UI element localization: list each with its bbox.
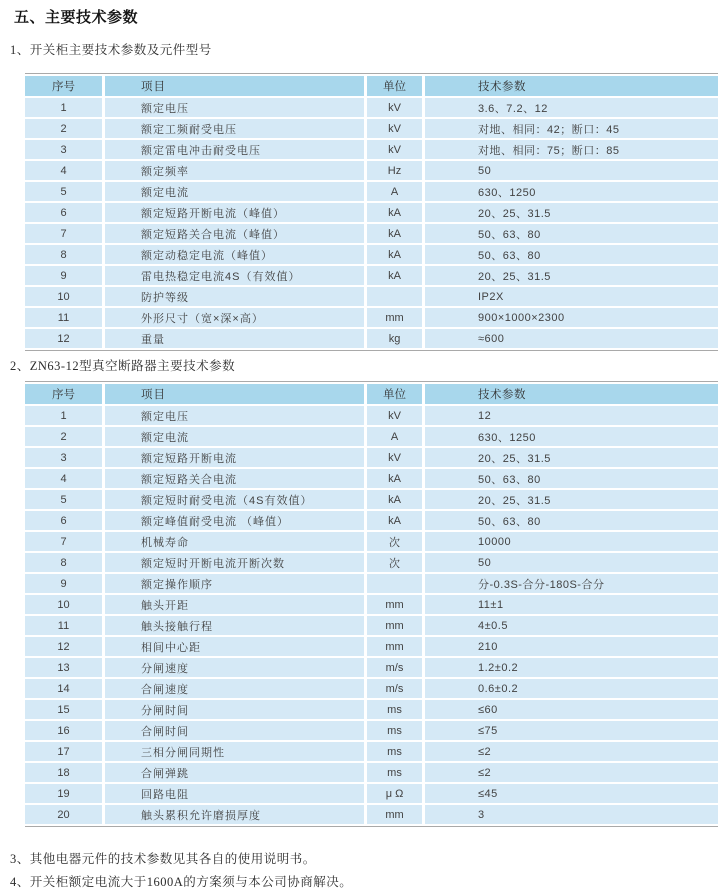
row-number-cell: 19 bbox=[25, 784, 105, 803]
item-cell: 额定电流 bbox=[105, 427, 367, 446]
item-cell: 额定频率 bbox=[105, 161, 367, 180]
page-title: 五、主要技术参数 bbox=[14, 9, 139, 26]
unit-cell: mm bbox=[367, 805, 425, 824]
item-cell: 触头累积允许磨损厚度 bbox=[105, 805, 367, 824]
item-cell: 额定雷电冲击耐受电压 bbox=[105, 140, 367, 159]
param-cell: ≤45 bbox=[425, 784, 718, 803]
unit-cell: kA bbox=[367, 245, 425, 264]
table-row bbox=[25, 763, 718, 782]
column-header-params: 技术参数 bbox=[425, 384, 718, 404]
item-cell: 触头接触行程 bbox=[105, 616, 367, 635]
row-number-cell: 4 bbox=[25, 161, 105, 180]
row-number-cell: 14 bbox=[25, 679, 105, 698]
unit-cell: ms bbox=[367, 742, 425, 761]
table-row bbox=[25, 224, 718, 243]
table-row bbox=[25, 266, 718, 285]
unit-cell: kA bbox=[367, 490, 425, 509]
table-header-row bbox=[25, 384, 718, 404]
row-number-cell: 18 bbox=[25, 763, 105, 782]
param-cell: ≈600 bbox=[425, 329, 718, 348]
unit-cell: Hz bbox=[367, 161, 425, 180]
note-3: 3、其他电器元件的技术参数见其各自的使用说明书。 bbox=[10, 852, 316, 866]
param-cell: 11±1 bbox=[425, 595, 718, 614]
param-cell: 3.6、7.2、12 bbox=[425, 98, 718, 117]
param-cell: 12 bbox=[425, 406, 718, 425]
column-header-index: 序号 bbox=[25, 384, 105, 404]
param-cell: 210 bbox=[425, 637, 718, 656]
row-number-cell: 8 bbox=[25, 553, 105, 572]
row-number-cell: 11 bbox=[25, 616, 105, 635]
param-cell: 20、25、31.5 bbox=[425, 448, 718, 467]
row-number-cell: 12 bbox=[25, 637, 105, 656]
unit-cell: kA bbox=[367, 266, 425, 285]
row-number-cell: 3 bbox=[25, 140, 105, 159]
row-number-cell: 1 bbox=[25, 98, 105, 117]
row-number-cell: 3 bbox=[25, 448, 105, 467]
table-row bbox=[25, 308, 718, 327]
unit-cell: μ Ω bbox=[367, 784, 425, 803]
unit-cell: kV bbox=[367, 140, 425, 159]
table-row bbox=[25, 784, 718, 803]
table-row bbox=[25, 448, 718, 467]
table-row bbox=[25, 427, 718, 446]
unit-cell: kV bbox=[367, 98, 425, 117]
item-cell: 外形尺寸（宽×深×高） bbox=[105, 308, 367, 327]
param-cell: ≤75 bbox=[425, 721, 718, 740]
breaker-parameters-table bbox=[25, 381, 718, 827]
item-cell: 三相分闸同期性 bbox=[105, 742, 367, 761]
section-1-label: 1、开关柜主要技术参数及元件型号 bbox=[10, 43, 212, 57]
table-row bbox=[25, 700, 718, 719]
item-cell: 额定操作顺序 bbox=[105, 574, 367, 593]
table-row bbox=[25, 574, 718, 593]
param-cell: 对地、相同：75；断口：85 bbox=[425, 140, 718, 159]
param-cell: 分-0.3S-合分-180S-合分 bbox=[425, 574, 718, 593]
table-row bbox=[25, 469, 718, 488]
row-number-cell: 2 bbox=[25, 427, 105, 446]
table-row bbox=[25, 805, 718, 824]
row-number-cell: 4 bbox=[25, 469, 105, 488]
unit-cell bbox=[367, 287, 425, 306]
row-number-cell: 20 bbox=[25, 805, 105, 824]
table-row bbox=[25, 616, 718, 635]
item-cell: 回路电阻 bbox=[105, 784, 367, 803]
table-row bbox=[25, 637, 718, 656]
param-cell: 50 bbox=[425, 161, 718, 180]
row-number-cell: 9 bbox=[25, 266, 105, 285]
table-row bbox=[25, 329, 718, 348]
param-cell: 20、25、31.5 bbox=[425, 266, 718, 285]
column-header-index: 序号 bbox=[25, 76, 105, 96]
item-cell: 额定电压 bbox=[105, 406, 367, 425]
switchgear-parameters-table bbox=[25, 73, 718, 351]
item-cell: 额定工频耐受电压 bbox=[105, 119, 367, 138]
row-number-cell: 12 bbox=[25, 329, 105, 348]
unit-cell: mm bbox=[367, 595, 425, 614]
note-4: 4、开关柜额定电流大于1600A的方案须与本公司协商解决。 bbox=[10, 875, 353, 889]
table-row bbox=[25, 161, 718, 180]
table-row bbox=[25, 532, 718, 551]
param-cell: 630、1250 bbox=[425, 182, 718, 201]
unit-cell: m/s bbox=[367, 658, 425, 677]
unit-cell: A bbox=[367, 427, 425, 446]
unit-cell: ms bbox=[367, 721, 425, 740]
column-header-unit: 单位 bbox=[367, 76, 425, 96]
unit-cell: kA bbox=[367, 511, 425, 530]
unit-cell: kV bbox=[367, 448, 425, 467]
param-cell: 4±0.5 bbox=[425, 616, 718, 635]
column-header-item: 项目 bbox=[105, 76, 367, 96]
param-cell: 900×1000×2300 bbox=[425, 308, 718, 327]
item-cell: 额定短时耐受电流（4S有效值） bbox=[105, 490, 367, 509]
row-number-cell: 13 bbox=[25, 658, 105, 677]
item-cell: 额定短路开断电流 bbox=[105, 448, 367, 467]
item-cell: 相间中心距 bbox=[105, 637, 367, 656]
item-cell: 分闸时间 bbox=[105, 700, 367, 719]
item-cell: 额定峰值耐受电流 （峰值） bbox=[105, 511, 367, 530]
param-cell: ≤60 bbox=[425, 700, 718, 719]
row-number-cell: 6 bbox=[25, 511, 105, 530]
column-header-unit: 单位 bbox=[367, 384, 425, 404]
unit-cell: m/s bbox=[367, 679, 425, 698]
table-row bbox=[25, 98, 718, 117]
unit-cell: A bbox=[367, 182, 425, 201]
unit-cell: 次 bbox=[367, 532, 425, 551]
row-number-cell: 5 bbox=[25, 490, 105, 509]
item-cell: 额定短路关合电流（峰值） bbox=[105, 224, 367, 243]
row-number-cell: 5 bbox=[25, 182, 105, 201]
unit-cell: ms bbox=[367, 700, 425, 719]
param-cell: 50、63、80 bbox=[425, 224, 718, 243]
row-number-cell: 7 bbox=[25, 532, 105, 551]
item-cell: 额定短路关合电流 bbox=[105, 469, 367, 488]
row-number-cell: 2 bbox=[25, 119, 105, 138]
unit-cell: kA bbox=[367, 203, 425, 222]
param-cell: 1.2±0.2 bbox=[425, 658, 718, 677]
param-cell: 50、63、80 bbox=[425, 511, 718, 530]
param-cell: ≤2 bbox=[425, 742, 718, 761]
table-row bbox=[25, 406, 718, 425]
table-row bbox=[25, 553, 718, 572]
unit-cell: kA bbox=[367, 469, 425, 488]
param-cell: 50、63、80 bbox=[425, 469, 718, 488]
column-header-params: 技术参数 bbox=[425, 76, 718, 96]
param-cell: 20、25、31.5 bbox=[425, 490, 718, 509]
table-row bbox=[25, 245, 718, 264]
item-cell: 额定动稳定电流（峰值） bbox=[105, 245, 367, 264]
item-cell: 重量 bbox=[105, 329, 367, 348]
unit-cell: mm bbox=[367, 616, 425, 635]
table-row bbox=[25, 182, 718, 201]
unit-cell: mm bbox=[367, 637, 425, 656]
param-cell: IP2X bbox=[425, 287, 718, 306]
item-cell: 合闸速度 bbox=[105, 679, 367, 698]
unit-cell: mm bbox=[367, 308, 425, 327]
table-row bbox=[25, 203, 718, 222]
param-cell: 50 bbox=[425, 553, 718, 572]
table-row bbox=[25, 679, 718, 698]
table-row bbox=[25, 287, 718, 306]
table-row bbox=[25, 595, 718, 614]
unit-cell: kV bbox=[367, 406, 425, 425]
table-row bbox=[25, 140, 718, 159]
table-row bbox=[25, 742, 718, 761]
table-row bbox=[25, 490, 718, 509]
param-cell: 630、1250 bbox=[425, 427, 718, 446]
item-cell: 额定电流 bbox=[105, 182, 367, 201]
item-cell: 合闸时间 bbox=[105, 721, 367, 740]
row-number-cell: 9 bbox=[25, 574, 105, 593]
row-number-cell: 15 bbox=[25, 700, 105, 719]
unit-cell: kA bbox=[367, 224, 425, 243]
row-number-cell: 11 bbox=[25, 308, 105, 327]
param-cell: 10000 bbox=[425, 532, 718, 551]
param-cell: 对地、相同：42；断口：45 bbox=[425, 119, 718, 138]
item-cell: 合闸弹跳 bbox=[105, 763, 367, 782]
column-header-item: 项目 bbox=[105, 384, 367, 404]
row-number-cell: 16 bbox=[25, 721, 105, 740]
row-number-cell: 10 bbox=[25, 287, 105, 306]
row-number-cell: 1 bbox=[25, 406, 105, 425]
item-cell: 雷电热稳定电流4S（有效值） bbox=[105, 266, 367, 285]
item-cell: 额定短路开断电流（峰值） bbox=[105, 203, 367, 222]
section-2-label: 2、ZN63-12型真空断路器主要技术参数 bbox=[10, 359, 236, 373]
param-cell: ≤2 bbox=[425, 763, 718, 782]
row-number-cell: 7 bbox=[25, 224, 105, 243]
param-cell: 20、25、31.5 bbox=[425, 203, 718, 222]
row-number-cell: 10 bbox=[25, 595, 105, 614]
table-row bbox=[25, 119, 718, 138]
item-cell: 分闸速度 bbox=[105, 658, 367, 677]
row-number-cell: 17 bbox=[25, 742, 105, 761]
unit-cell: ms bbox=[367, 763, 425, 782]
param-cell: 50、63、80 bbox=[425, 245, 718, 264]
item-cell: 额定短时开断电流开断次数 bbox=[105, 553, 367, 572]
item-cell: 防护等级 bbox=[105, 287, 367, 306]
unit-cell: kV bbox=[367, 119, 425, 138]
param-cell: 3 bbox=[425, 805, 718, 824]
table-row bbox=[25, 658, 718, 677]
table-row bbox=[25, 511, 718, 530]
table-row bbox=[25, 721, 718, 740]
row-number-cell: 8 bbox=[25, 245, 105, 264]
item-cell: 额定电压 bbox=[105, 98, 367, 117]
unit-cell: kg bbox=[367, 329, 425, 348]
table-header-row bbox=[25, 76, 718, 96]
param-cell: 0.6±0.2 bbox=[425, 679, 718, 698]
row-number-cell: 6 bbox=[25, 203, 105, 222]
item-cell: 机械寿命 bbox=[105, 532, 367, 551]
unit-cell bbox=[367, 574, 425, 593]
unit-cell: 次 bbox=[367, 553, 425, 572]
item-cell: 触头开距 bbox=[105, 595, 367, 614]
